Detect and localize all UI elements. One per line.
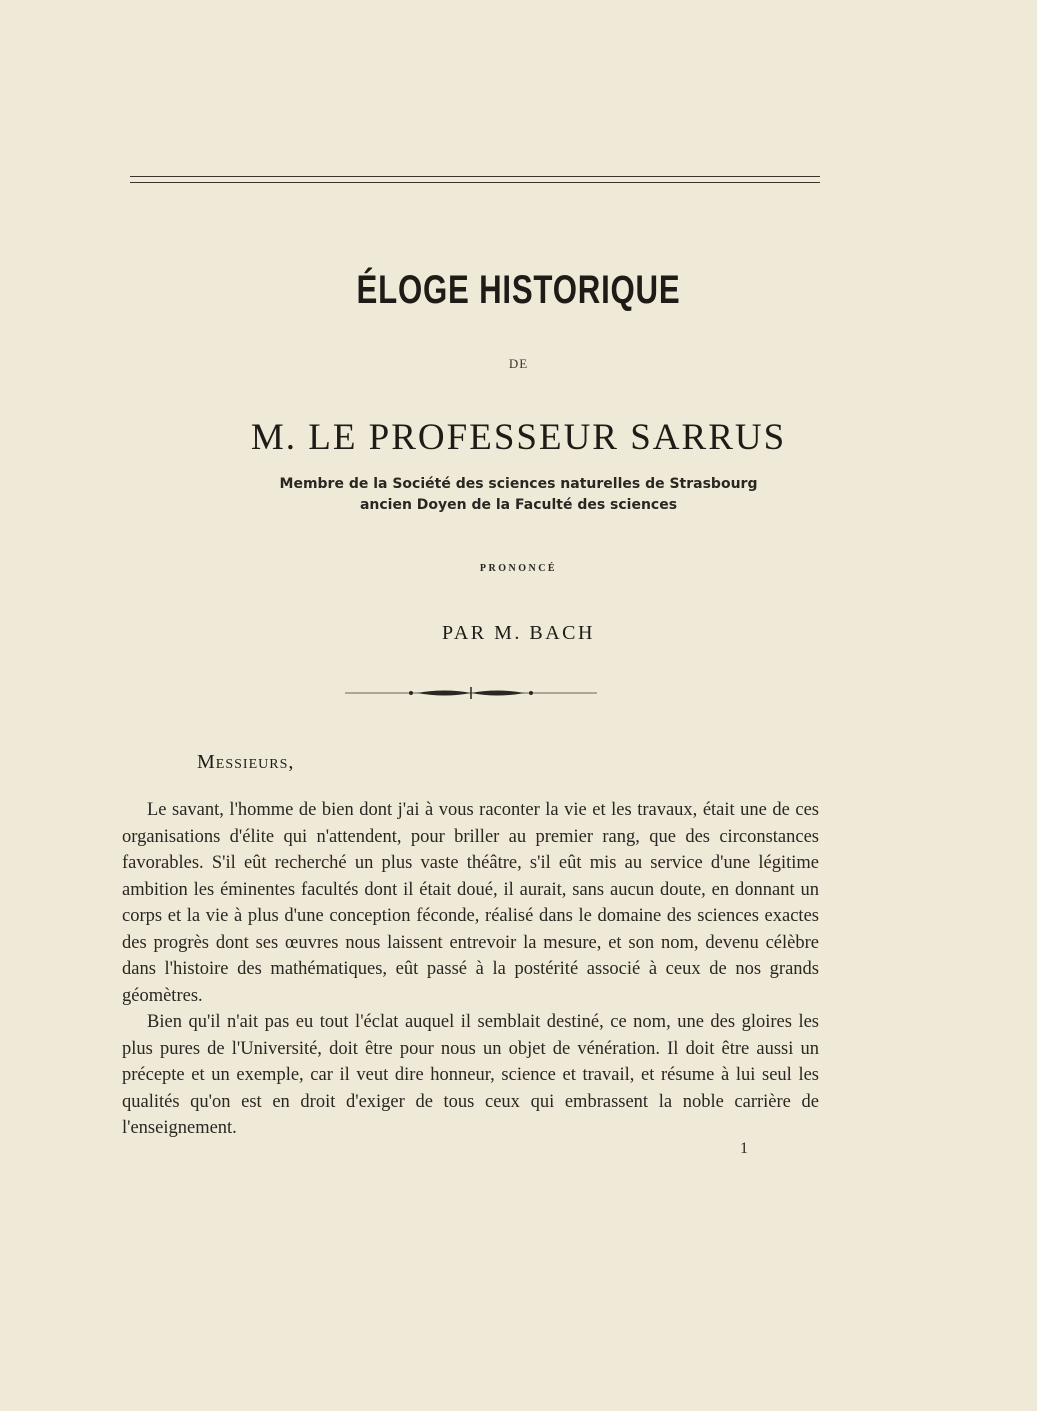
title-preposition: DE — [508, 356, 529, 371]
body-text — [122, 797, 819, 1142]
salutation: Messieurs, — [197, 751, 295, 773]
delivered-label: PRONONCÉ — [479, 563, 558, 574]
subject-name: M. LE PROFESSEUR SARRUS — [250, 417, 787, 458]
subject-office: ancien Doyen de la Faculté des sciences — [359, 497, 678, 513]
author-line: PAR M. BACH — [442, 622, 595, 644]
top-rule-double — [130, 182, 820, 183]
ornament-divider-icon — [345, 686, 597, 700]
paragraph: Le savant, l'homme de bien dont j'ai à vous raconter la vie et les travaux, était une de ces organisations d'élite qui n'attendent, pour briller au premier rang, que des circonstances favorables. S'il eût recherché un plus vaste théâtre, s'il eût mis au service d'une légitime ambition les éminentes facultés dont il était doué, il aurait, sans aucun doute, en donnant un corps et la vie à plus d'une conception féconde, réalisé dans le domaine des sciences exactes des progrès dont ses œuvres nous laissent entrevoir la mesure, et son nom, devenu célèbre dans l'histoire des mathématiques, eût passé à la postérité associé à ceux de nos grands géomètres. — [122, 800, 819, 1006]
top-rule — [130, 176, 820, 177]
paragraph: Bien qu'il n'ait pas eu tout l'éclat auquel il semblait destiné, ce nom, une des gloires les plus pures de l'Université, doit être pour nous un objet de vénération. Il doit être aussi un précepte et un exemple, car il veut dire honneur, science et travail, et résume à lui seul les qualités qu'on est en droit d'exiger de tous ceux qui embrassent la noble carrière de l'enseignement. — [122, 1012, 819, 1138]
document-title: ÉLOGE HISTORIQUE — [356, 268, 681, 312]
subject-affiliation: Membre de la Société des sciences naturelles de Strasbourg — [279, 476, 758, 492]
page-number: 1 — [740, 1140, 748, 1157]
